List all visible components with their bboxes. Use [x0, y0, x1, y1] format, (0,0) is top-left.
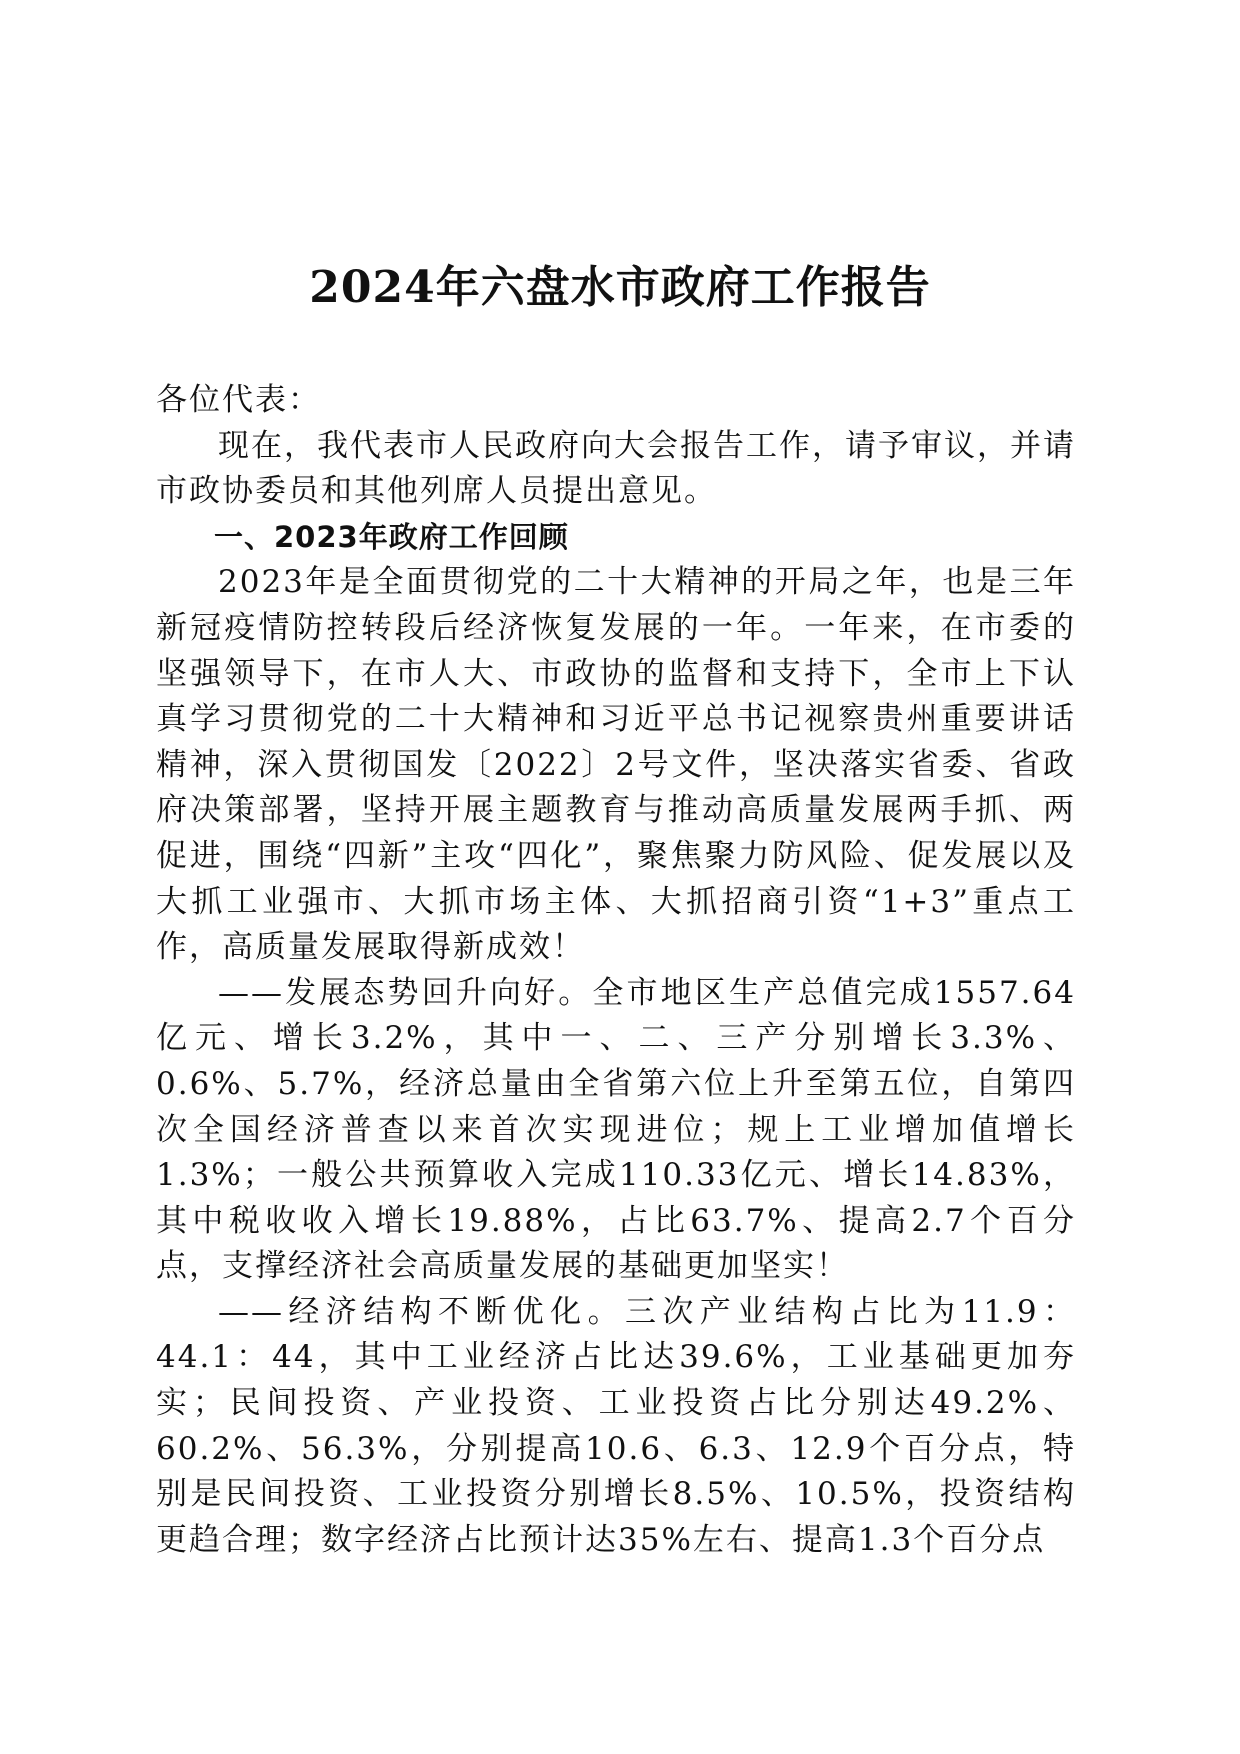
- section-heading: 一、2023年政府工作回顾: [214, 519, 569, 554]
- paragraph-intro: 现在，我代表市人民政府向大会报告工作，请予审议，并请市政协委员和其他列席人员提出意见。: [156, 427, 1076, 510]
- paragraph-development-trend: ——发展态势回升向好。全市地区生产总值完成1557.64亿元、增长3.2%，其中一、二、三产分别增长3.3%、0.6%、5.7%，经济总量由全省第六位上升至第五位，自第四次全国经济普查以来首次实现进位；规上工业增加值增长1.3%；一般公共预算收入完成110.33亿元、增长14.83%，其中税收收入增长19.88%，占比63.7%、提高2.7个百分点，支撑经济社会高质量发展的基础更加坚实！: [156, 974, 1076, 1285]
- paragraph-overview: 2023年是全面贯彻党的二十大精神的开局之年，也是三年新冠疫情防控转段后经济恢复发展的一年。一年来，在市委的坚强领导下，在市人大、市政协的监督和支持下，全市上下认真学习贯彻党的二十大精神和习近平总书记视察贵州重要讲话精神，深入贯彻国发〔2022〕2号文件，坚决落实省委、省政府决策部署，坚持开展主题教育与推动高质量发展两手抓、两促进，围绕“四新”主攻“四化”，聚焦聚力防风险、促发展以及大抓工业强市、大抓市场主体、大抓招商引资“1+3”重点工作，高质量发展取得新成效！: [156, 564, 1076, 966]
- document-title: 2024年六盘水市政府工作报告: [309, 262, 931, 313]
- document-body: [156, 378, 1076, 1563]
- paragraph-economic-structure: ——经济结构不断优化。三次产业结构占比为11.9：44.1：44，其中工业经济占比达39.6%，工业基础更加夯实；民间投资、产业投资、工业投资占比分别达49.2%、60.2%、56.3%，分别提高10.6、6.3、12.9个百分点，特别是民间投资、工业投资分别增长8.5%、10.5%，投资结构更趋合理；数字经济占比预计达35%左右、提高1.3个百分点: [156, 1293, 1076, 1558]
- salutation: 各位代表：: [156, 382, 321, 418]
